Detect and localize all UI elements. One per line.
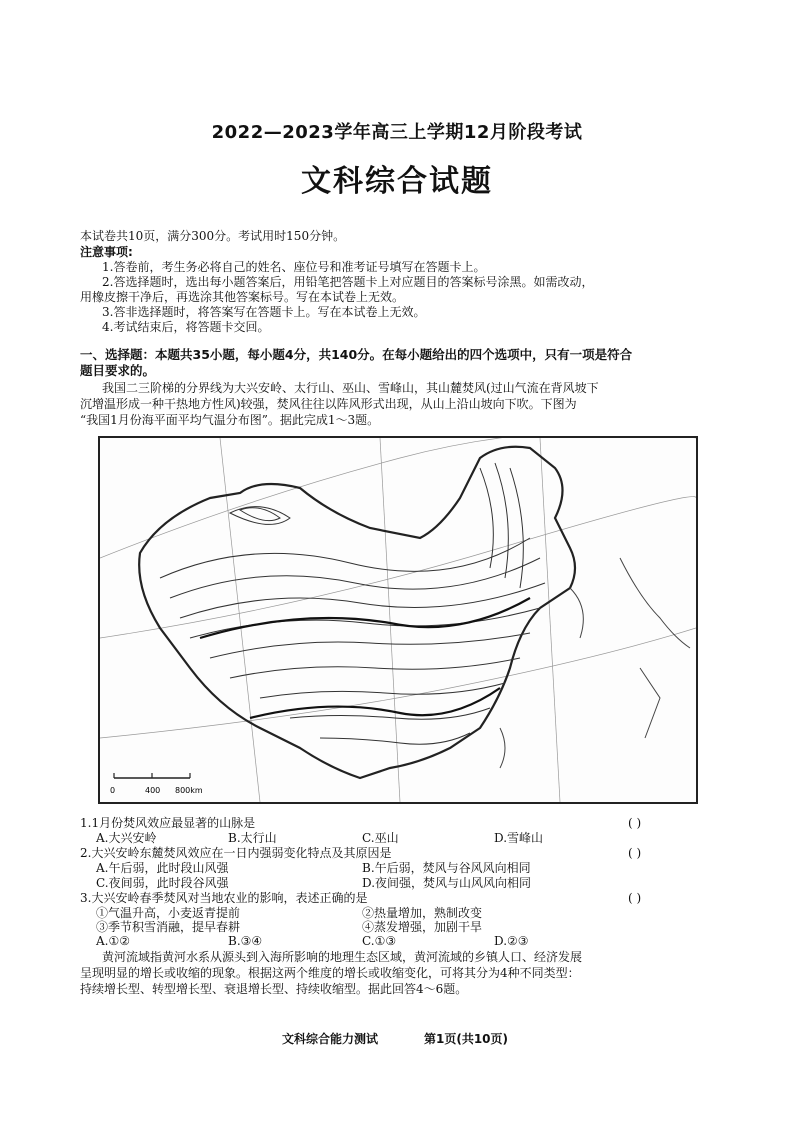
map-drawing: [100, 438, 696, 802]
option: C.夜间弱，此时段谷风强: [96, 876, 229, 890]
option: D.夜间强，焚风与山风风向相同: [362, 876, 532, 890]
passage-line: “我国1月份海平面平均气温分布图”。据此完成1～3题。: [80, 413, 380, 427]
intro-text: 本试卷共10页，满分300分。考试用时150分钟。: [80, 229, 346, 243]
answer-blank: ( ): [628, 816, 642, 830]
notice-item: 4.考试结束后，将答题卡交回。: [102, 320, 270, 334]
option: D.雪峰山: [494, 831, 544, 845]
statement: ④蒸发增强，加剧干旱: [362, 920, 483, 934]
option: A.午后弱，此时段山风强: [96, 861, 229, 875]
option: B.③④: [228, 934, 263, 948]
statement: ③季节积雪消融，提早春耕: [96, 920, 241, 934]
option: A.①②: [96, 934, 130, 948]
answer-blank: ( ): [628, 891, 642, 905]
option: A.大兴安岭: [96, 831, 157, 845]
option: D.②③: [494, 934, 529, 948]
option: B.午后弱，焚风与谷风风向相同: [362, 861, 531, 875]
passage-line: 黄河流域指黄河水系从源头到入海所影响的地理生态区域，黄河流域的乡镇人口、经济发展: [102, 950, 583, 964]
footer-title: 文科综合能力测试: [282, 1032, 379, 1046]
notice-heading: 注意事项:: [80, 245, 133, 259]
question-stem: 2.大兴安岭东麓焚风效应在一日内强弱变化特点及其原因是: [80, 846, 392, 860]
statement: ①气温升高，小麦返青提前: [96, 906, 241, 920]
scale-label: 0: [110, 786, 116, 795]
page-number: 第1页(共10页): [424, 1032, 509, 1046]
option: C.①③: [362, 934, 397, 948]
notice-item: 3.答非选择题时，将答案写在答题卡上。写在本试卷上无效。: [102, 305, 426, 319]
section-heading: 题目要求的。: [80, 363, 156, 378]
scale-label: 400: [145, 786, 161, 795]
map-scale-bar: [110, 773, 203, 795]
question-stem: 1.1月份焚风效应最显著的山脉是: [80, 816, 256, 830]
option: C.巫山: [362, 831, 399, 845]
notice-item: 2.答选择题时，选出每小题答案后，用铅笔把答题卡上对应题目的答案标号涂黑。如需改动，: [102, 275, 594, 289]
passage-line: 我国二三阶梯的分界线为大兴安岭、太行山、巫山、雪峰山，其山麓焚风(过山气流在背风坡下: [102, 381, 599, 395]
option: B.太行山: [228, 831, 277, 845]
passage-line: 持续增长型、转型增长型、衰退增长型、持续收缩型。据此回答4～6题。: [80, 982, 468, 996]
question-stem: 3.大兴安岭春季焚风对当地农业的影响，表述正确的是: [80, 891, 368, 905]
notice-item: 用橡皮擦干净后，再选涂其他答案标号。写在本试卷上无效。: [80, 290, 405, 304]
passage-line: 沉增温形成一种干热地方性风)较强，焚风往往以阵风形式出现，从山上沿山坡向下吹。下图为: [80, 397, 577, 411]
exam-subtitle: 2022—2023学年高三上学期12月阶段考试: [211, 122, 583, 143]
temperature-map: [98, 436, 698, 804]
scale-label: 800km: [175, 786, 203, 795]
notice-item: 1.答卷前，考生务必将自己的姓名、座位号和准考证号填写在答题卡上。: [102, 260, 486, 274]
statement: ②热量增加，熟制改变: [362, 906, 483, 920]
answer-blank: ( ): [628, 846, 642, 860]
section-heading: 一、选择题：本题共35小题，每小题4分，共140分。在每小题给出的四个选项中，只有一项是符合: [80, 347, 633, 362]
exam-title: 文科综合试题: [301, 164, 493, 199]
passage-line: 呈现明显的增长或收缩的现象。根据这两个维度的增长或收缩变化，可将其分为4种不同类型：: [80, 966, 580, 980]
